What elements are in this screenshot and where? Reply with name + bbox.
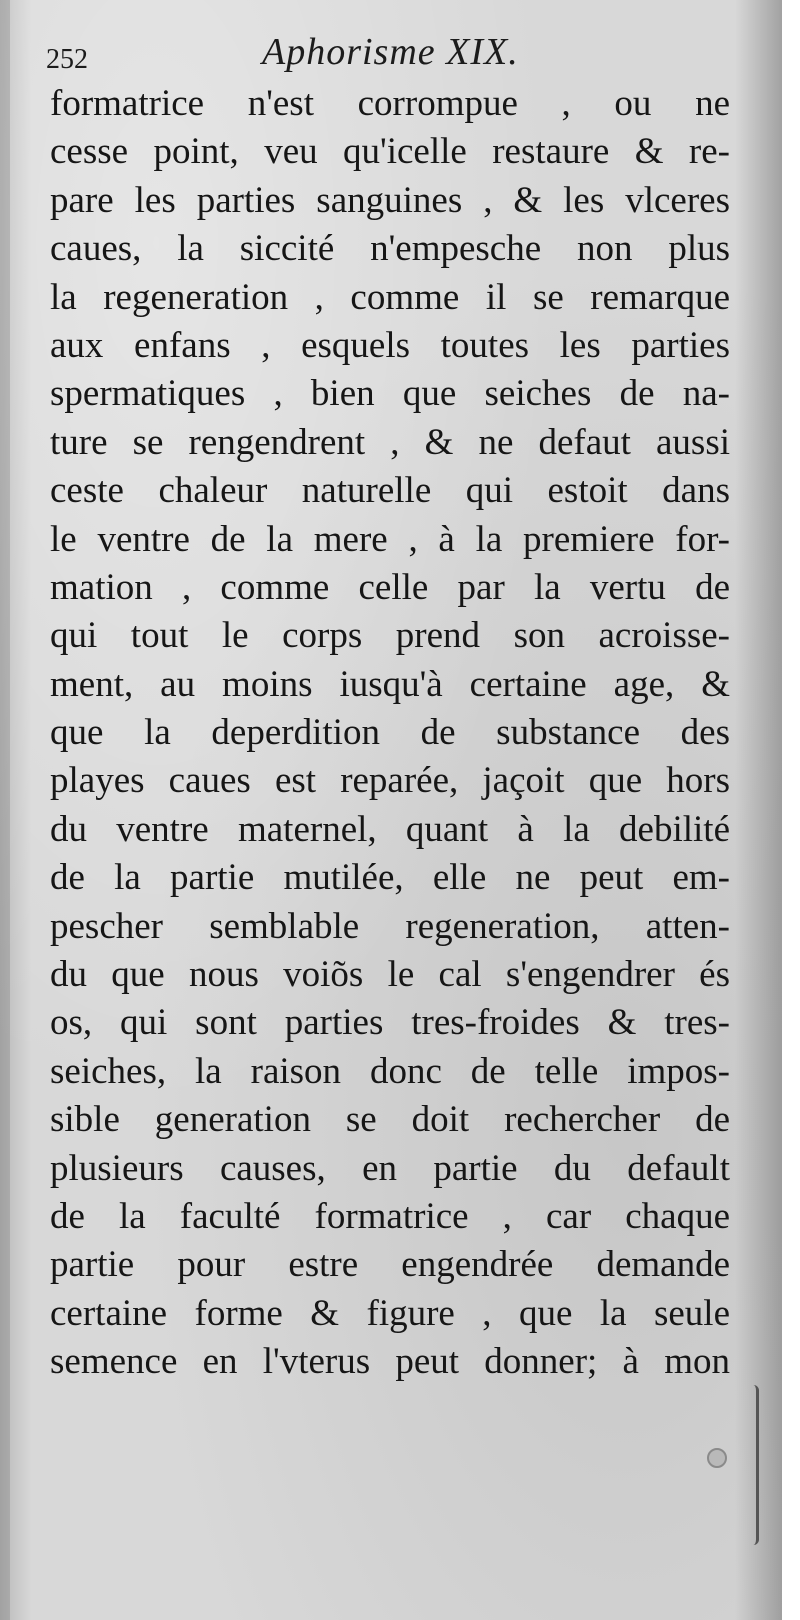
text-line: sible generation se doit rechercher de bbox=[50, 1099, 730, 1141]
text-line: de la faculté formatrice , car chaque bbox=[50, 1195, 730, 1237]
text-line: de la partie mutilée, elle ne peut em- bbox=[50, 857, 730, 899]
text-line: seiches, la raison donc de telle impos- bbox=[50, 1050, 730, 1092]
text-line: le ventre de la mere , à la premiere for- bbox=[50, 518, 730, 560]
text-line: aux enfans , esquels toutes les parties bbox=[50, 324, 730, 366]
text-line: qui tout le corps prend son acroisse- bbox=[50, 615, 730, 657]
gutter-shadow bbox=[0, 0, 10, 1620]
text-line: pescher semblable regeneration, atten- bbox=[50, 905, 730, 947]
text-line: ment, au moins iusqu'à certaine age, & bbox=[50, 663, 730, 705]
page-edge-mark bbox=[748, 1385, 759, 1545]
page-number: 252 bbox=[46, 44, 88, 75]
text-line: playes caues est reparée, jaçoit que hors bbox=[50, 760, 730, 802]
text-line: mation , comme celle par la vertu de bbox=[50, 566, 730, 608]
text-line: os, qui sont parties tres-froides & tres- bbox=[50, 1002, 730, 1044]
text-line: ceste chaleur naturelle qui estoit dans bbox=[50, 470, 730, 512]
text-line: du que nous voiõs le cal s'engendrer és bbox=[50, 954, 730, 996]
text-line: formatrice n'est corrompue , ou ne bbox=[50, 83, 730, 124]
running-title: Aphorisme XIX. bbox=[262, 31, 519, 73]
text-line: partie pour estre engendrée demande bbox=[50, 1244, 730, 1286]
text-line: du ventre maternel, quant à la debilité bbox=[50, 808, 730, 850]
text-line: certaine forme & figure , que la seule bbox=[50, 1292, 730, 1334]
text-line: plusieurs causes, en partie du default bbox=[50, 1147, 730, 1189]
paper-blemish bbox=[707, 1448, 727, 1468]
text-line: caues, la siccité n'empesche non plus bbox=[50, 228, 730, 270]
text-line: pare les parties sanguines , & les vlceres bbox=[50, 179, 730, 221]
body-text bbox=[50, 80, 730, 1387]
text-line: spermatiques , bien que seiches de na- bbox=[50, 373, 730, 415]
text-line: semence en l'vterus peut donner; à mon bbox=[50, 1341, 730, 1383]
page-header bbox=[0, 22, 782, 74]
text-line: que la deperdition de substance des bbox=[50, 712, 730, 754]
text-line: cesse point, veu qu'icelle restaure & re- bbox=[50, 131, 730, 173]
text-line: la regeneration , comme il se remarque bbox=[50, 276, 730, 318]
text-line: ture se rengendrent , & ne defaut aussi bbox=[50, 421, 730, 463]
